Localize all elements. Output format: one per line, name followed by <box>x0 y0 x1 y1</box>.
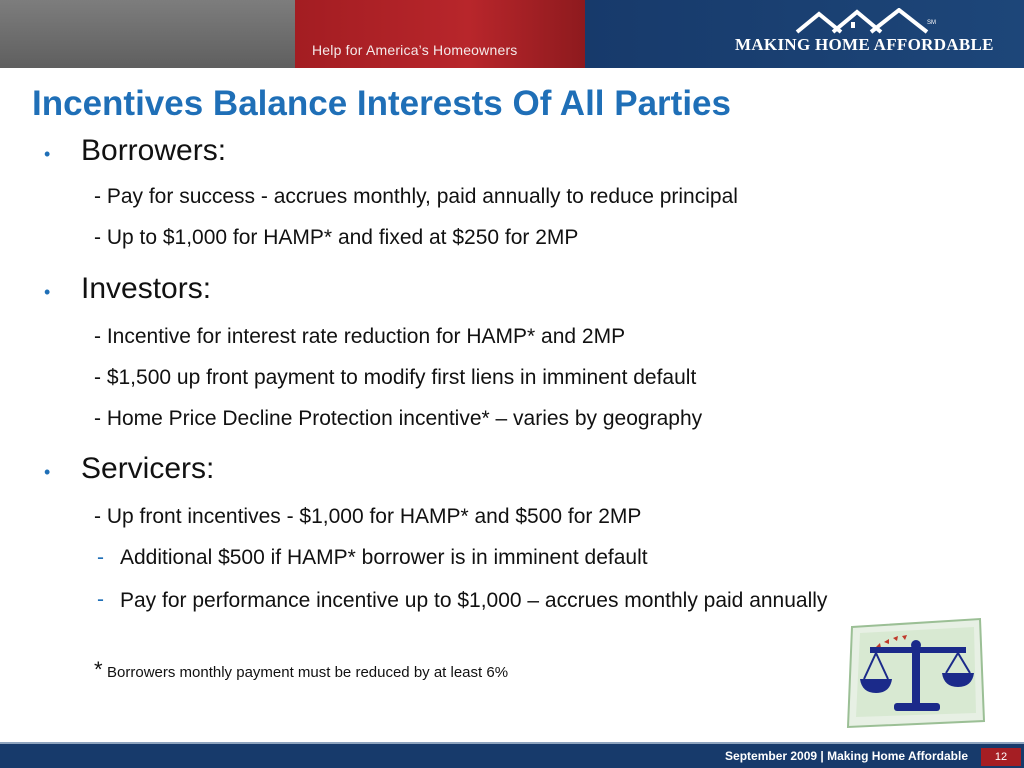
slide-title: Incentives Balance Interests Of All Parties <box>32 84 731 123</box>
header-gray-panel <box>0 0 295 68</box>
list-item: Pay for performance incentive up to $1,000 – accrues monthly paid annually <box>120 589 828 612</box>
list-item: - Incentive for interest rate reduction for HAMP* and 2MP <box>94 325 626 348</box>
list-dash: - <box>97 588 104 611</box>
footnote <box>94 657 508 683</box>
header-banner <box>0 0 1024 68</box>
list-item: - Up front incentives - $1,000 for HAMP* and $500 for 2MP <box>94 505 642 528</box>
section-investors <box>44 272 211 306</box>
footnote-text: Borrowers monthly payment must be reduced by at least 6% <box>107 664 509 681</box>
list-item: Additional $500 if HAMP* borrower is in imminent default <box>120 546 648 569</box>
bullet-dot-icon: • <box>44 282 51 302</box>
footnote-star: * <box>94 657 103 682</box>
footer-bar <box>0 744 1024 768</box>
house-roof-icon <box>795 8 935 34</box>
list-item: - Up to $1,000 for HAMP* and fixed at $250 for 2MP <box>94 226 579 249</box>
list-item: - $1,500 up front payment to modify first liens in imminent default <box>94 366 697 389</box>
section-heading: Investors: <box>81 272 212 305</box>
logo-text: MAKING HOME AFFORDABLE <box>735 35 994 54</box>
making-home-affordable-logo <box>735 8 994 60</box>
list-item: - Home Price Decline Protection incentive* – varies by geography <box>94 407 703 430</box>
service-mark: SM <box>927 20 936 26</box>
bullet-dot-icon: • <box>44 144 51 164</box>
balance-scale-icon <box>846 617 986 729</box>
header-tagline: Help for America’s Homeowners <box>312 42 518 58</box>
page-number: 12 <box>981 748 1021 766</box>
section-heading: Borrowers: <box>81 134 227 167</box>
section-servicers <box>44 452 214 486</box>
bullet-dot-icon: • <box>44 462 51 482</box>
footer-text: September 2009 | Making Home Affordable <box>725 749 968 763</box>
list-item: - Pay for success - accrues monthly, paid annually to reduce principal <box>94 185 738 208</box>
list-dash: - <box>97 546 104 569</box>
section-borrowers <box>44 134 226 168</box>
section-heading: Servicers: <box>81 452 215 485</box>
